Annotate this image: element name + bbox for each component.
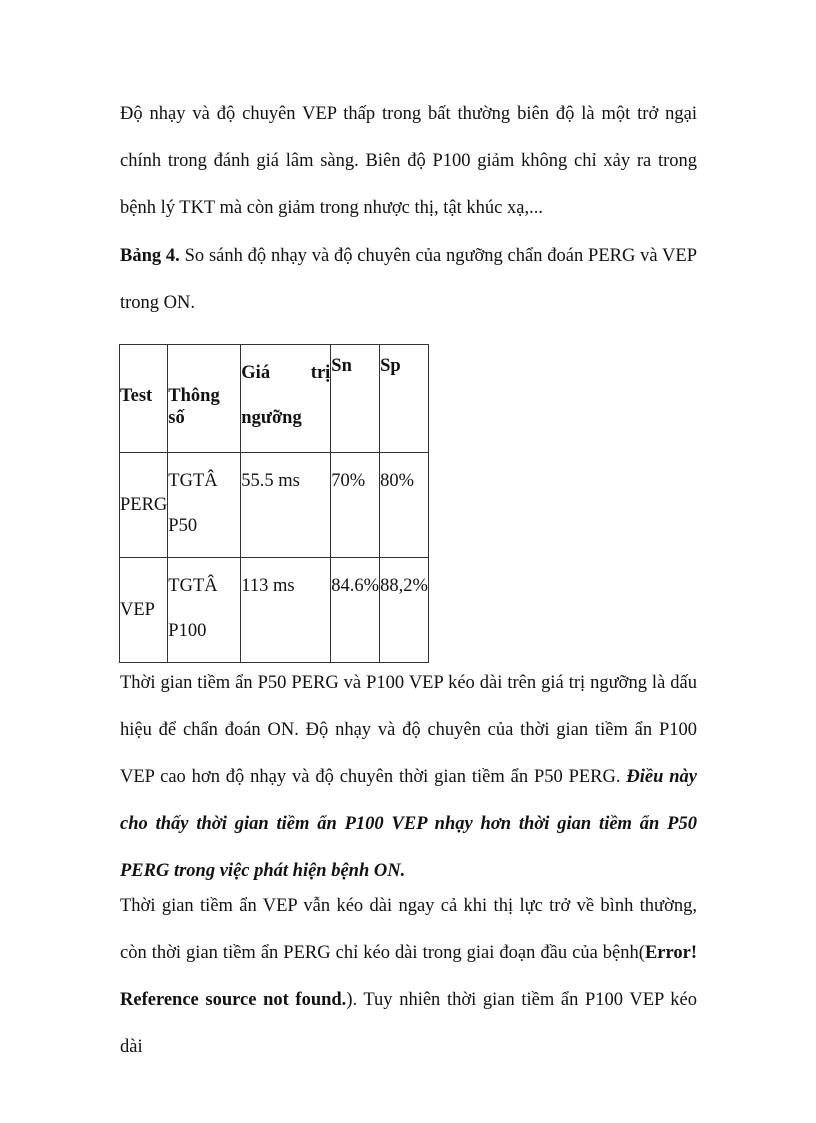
paragraph-latency-emphasis: Điều này cho thấy thời gian tiềm ẩn P100 VEP nhạy hơn thời gian tiềm ẩn P50 PERG trong việc phát hiện bệnh ON.: [120, 767, 698, 881]
row-sp-cell: [380, 453, 429, 558]
row-threshold-cell: [241, 558, 331, 663]
row-sn-cell: [331, 558, 380, 663]
table-caption-text: So sánh độ nhạy và độ chuyên của ngưỡng chẩn đoán PERG và VEP trong ON.: [120, 246, 697, 313]
row-param-cell: [168, 453, 241, 558]
header-threshold-a: Giá: [241, 363, 271, 383]
header-threshold-cell: Giá trị ngưỡng: [241, 345, 331, 453]
paragraph-latency-text: Thời gian tiềm ẩn P50 PERG và P100 VEP kéo dài trên giá trị ngưỡng là dấu hiệu để chẩn đoán ON. Độ nhạy và độ chuyên của thời gian tiềm ẩn P100 VEP cao hơn độ nhạy và độ chuyên thời gian tiềm ẩn P50 PERG.: [120, 673, 697, 787]
row-sn: 70%: [331, 471, 366, 491]
header-sp: Sp: [380, 356, 401, 376]
header-sn: Sn: [331, 356, 352, 376]
row-test-cell: [120, 558, 168, 663]
row-param-cell: [168, 558, 241, 663]
row-param-a: TGTÂ: [168, 471, 218, 491]
paragraph-duration-tail: ). Tuy nhiên thời gian tiềm ẩn P100 VEP kéo dài: [120, 990, 697, 1057]
row-threshold: 55.5 ms: [241, 471, 300, 491]
row-param-b: P50: [168, 516, 198, 536]
header-threshold-b: trị: [310, 363, 331, 383]
row-sn-cell: [331, 453, 380, 558]
header-test-cell: [120, 345, 168, 453]
comparison-table: [119, 344, 429, 663]
header-test: Test: [120, 386, 153, 406]
row-threshold: 113 ms: [241, 576, 295, 596]
table-row: [120, 453, 429, 558]
paragraph-latency-comparison: [120, 660, 697, 895]
row-sp: 88,2%: [380, 576, 428, 596]
row-test-cell: [120, 453, 168, 558]
paragraph-latency-duration: [120, 883, 697, 1071]
table-caption-label: Bảng 4.: [120, 246, 180, 266]
table-row: [120, 558, 429, 663]
header-sp-cell: [380, 345, 429, 453]
row-sp: 80%: [380, 471, 415, 491]
table-header-row: [120, 345, 429, 453]
paragraph-vep-sensitivity: Độ nhạy và độ chuyên VEP thấp trong bất thường biên độ là một trở ngại chính trong đánh giá lâm sàng. Biên độ P100 giảm không chỉ xảy ra trong bệnh lý TKT mà còn giảm trong nhược thị, tật khúc xạ,...: [120, 104, 697, 218]
row-threshold-cell: [241, 453, 331, 558]
reference-error-link[interactable]: Error! Reference source not found.: [120, 943, 697, 1010]
header-sn-cell: [331, 345, 380, 453]
row-param-a: TGTÂ: [168, 576, 218, 596]
row-param-b: P100: [168, 621, 207, 641]
row-test: VEP: [120, 600, 155, 620]
header-param: Thông số: [168, 386, 220, 428]
header-param-cell: [168, 345, 241, 453]
table-caption: [120, 233, 697, 327]
row-sn: 84.6%: [331, 576, 380, 596]
row-sp-cell: [380, 558, 429, 663]
paragraph-duration-text: Thời gian tiềm ẩn VEP vẫn kéo dài ngay cả khi thị lực trở về bình thường, còn thời gian tiềm ẩn PERG chỉ kéo dài trong giai đoạn đầu của bệnh(: [120, 896, 697, 963]
row-test: PERG: [120, 495, 168, 515]
